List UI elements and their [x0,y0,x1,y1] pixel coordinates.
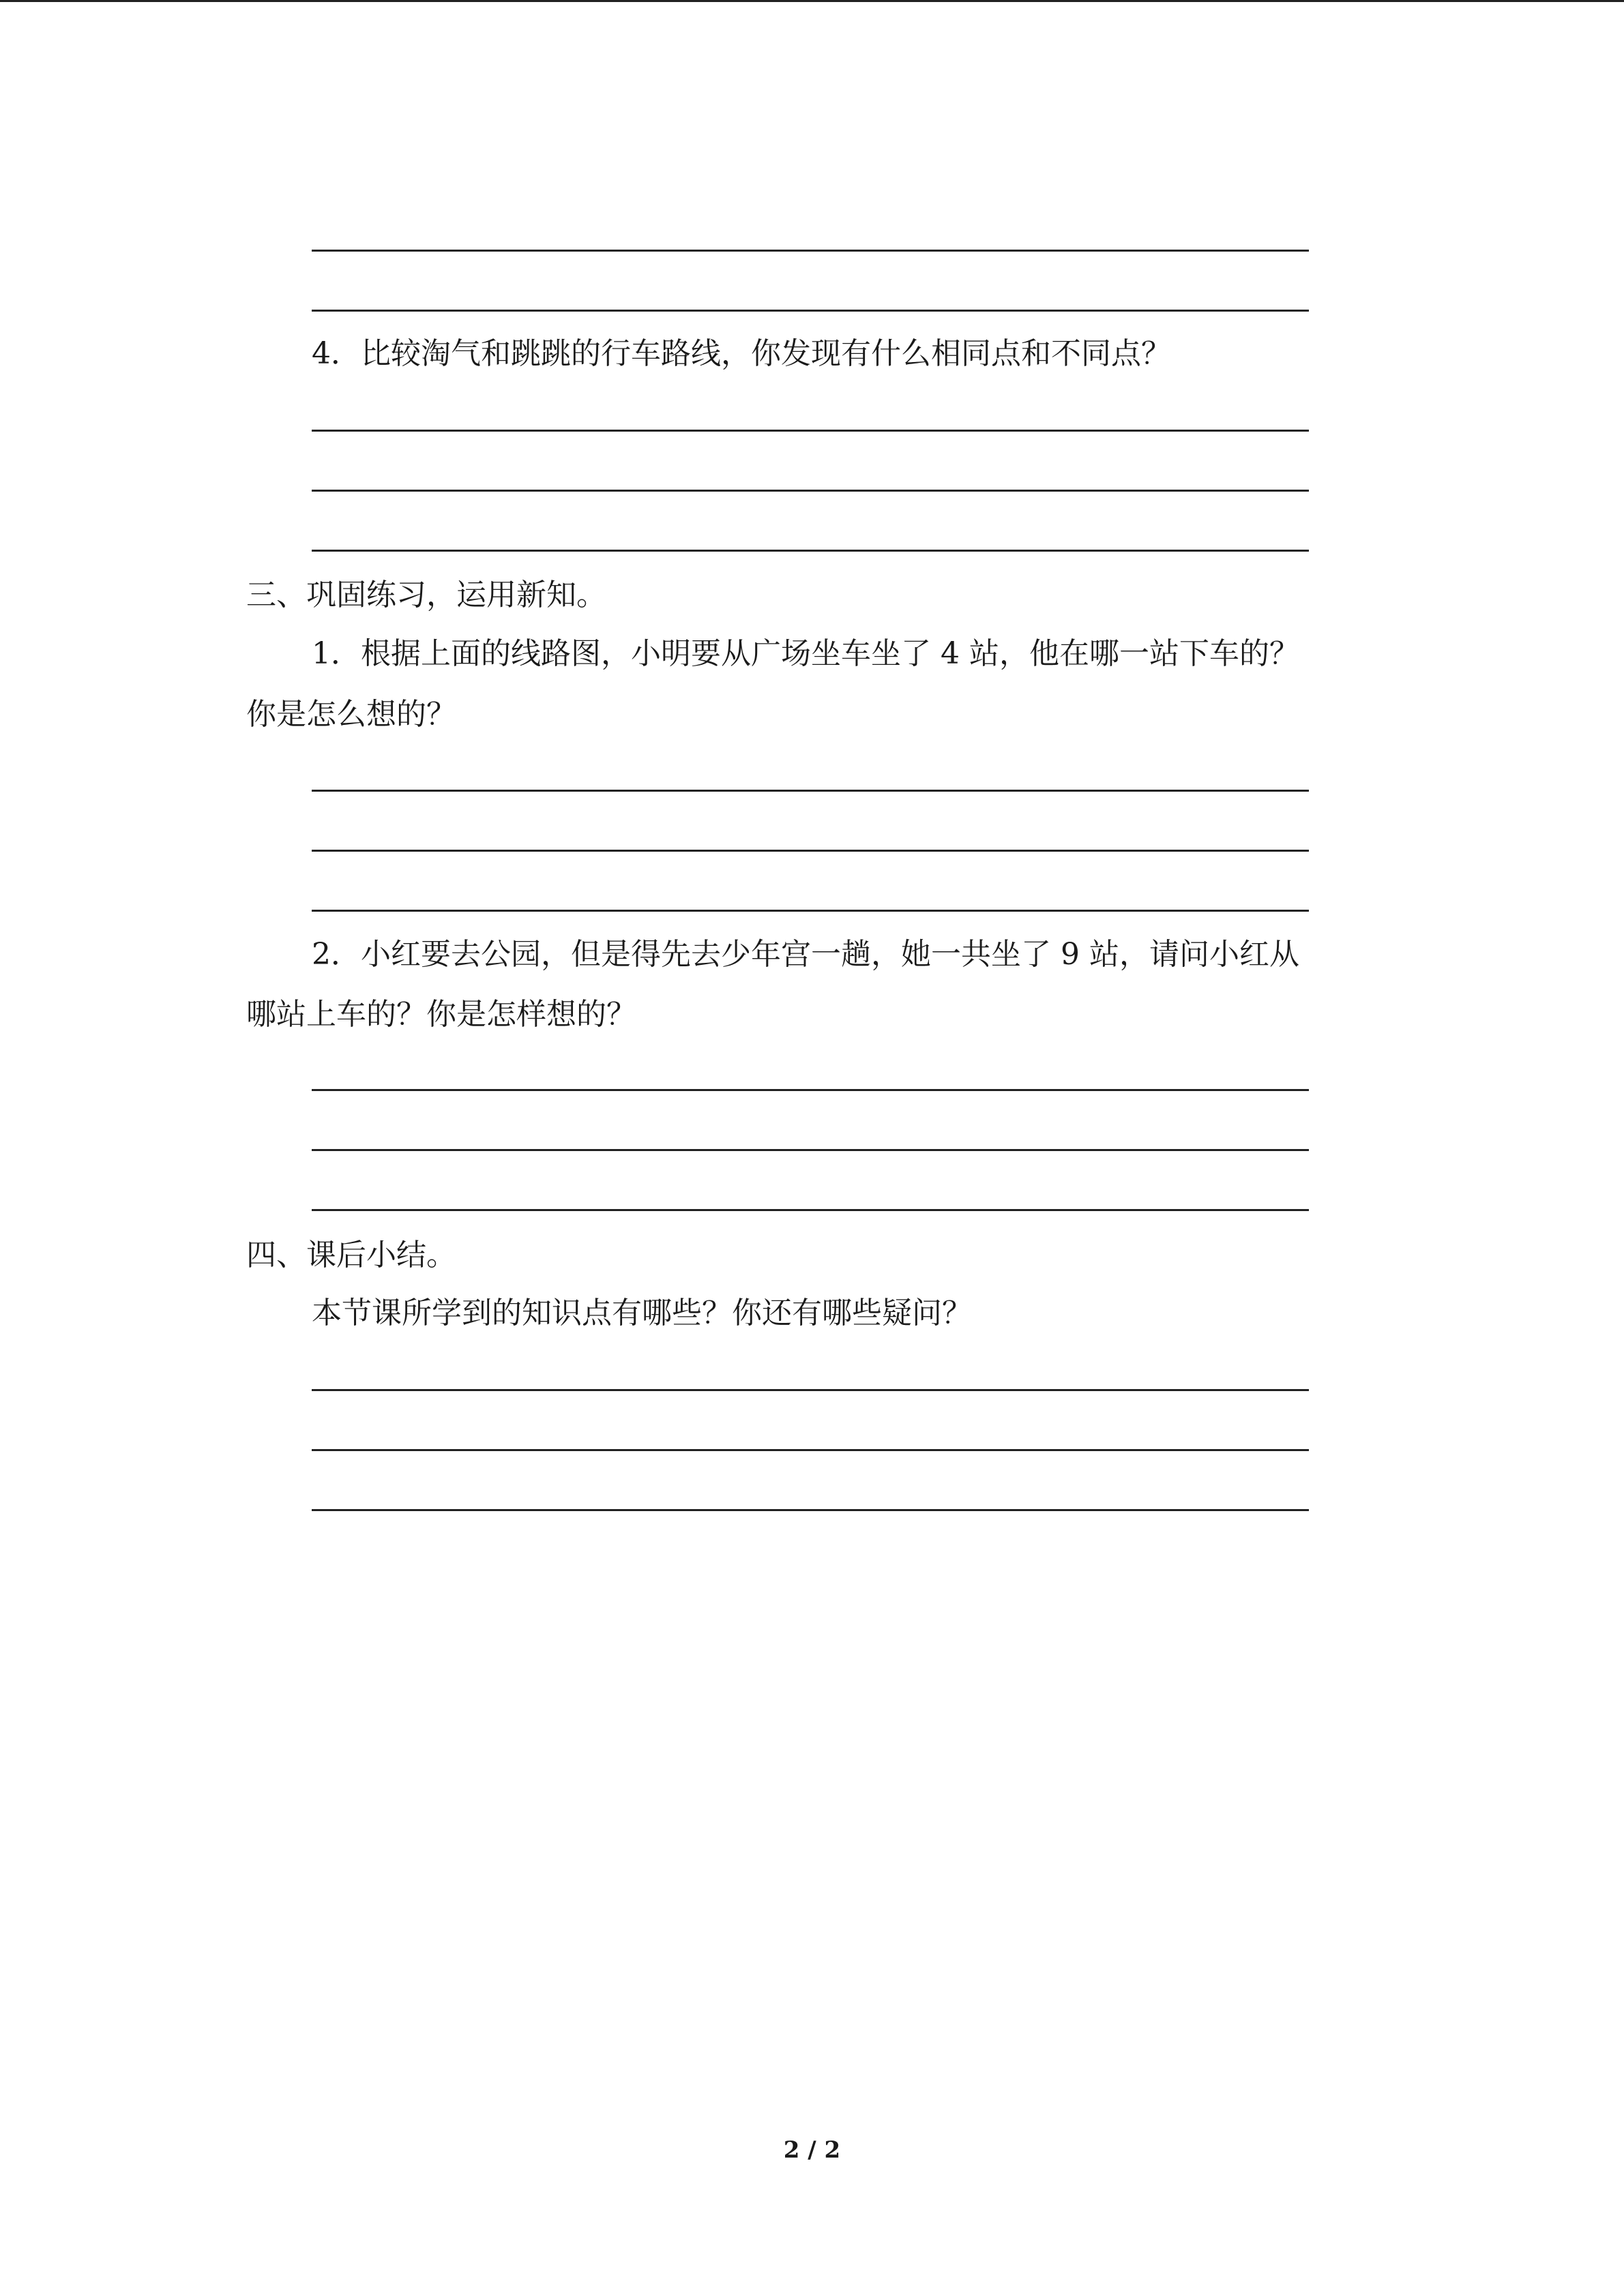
answer-line [312,1209,1309,1211]
section-three-question-2-line-1: 2．小红要去公园，但是得先去少年宫一趟，她一共坐了 9 站，请问小红从 [312,937,1299,972]
answer-line [312,850,1309,852]
answer-line [312,490,1309,492]
answer-line [312,790,1309,792]
section-four-prompt: 本节课所学到的知识点有哪些？你还有哪些疑问？ [312,1296,972,1330]
answer-line [312,1449,1309,1451]
page-number: 2 / 2 [783,2136,841,2164]
answer-line [312,1389,1309,1391]
page-top-border [0,0,1624,2]
section-three-question-1-line-2: 你是怎么想的？ [246,697,456,732]
answer-line [312,310,1309,312]
section-three-question-2-line-2: 哪站上车的？你是怎样想的？ [246,997,636,1032]
section-three-question-1-line-1: 1．根据上面的线路图，小明要从广场坐车坐了 4 站，他在哪一站下车的？ [312,636,1299,671]
answer-line [312,1089,1309,1091]
answer-line [312,430,1309,432]
answer-line [312,910,1309,912]
answer-line [312,550,1309,552]
section-four-heading: 四、课后小结。 [246,1238,456,1272]
answer-line [312,1149,1309,1151]
answer-line [312,1509,1309,1511]
answer-line [312,250,1309,252]
question-4: 4．比较淘气和跳跳的行车路线，你发现有什么相同点和不同点？ [312,336,1171,371]
section-three-heading: 三、巩固练习，运用新知。 [246,578,606,612]
